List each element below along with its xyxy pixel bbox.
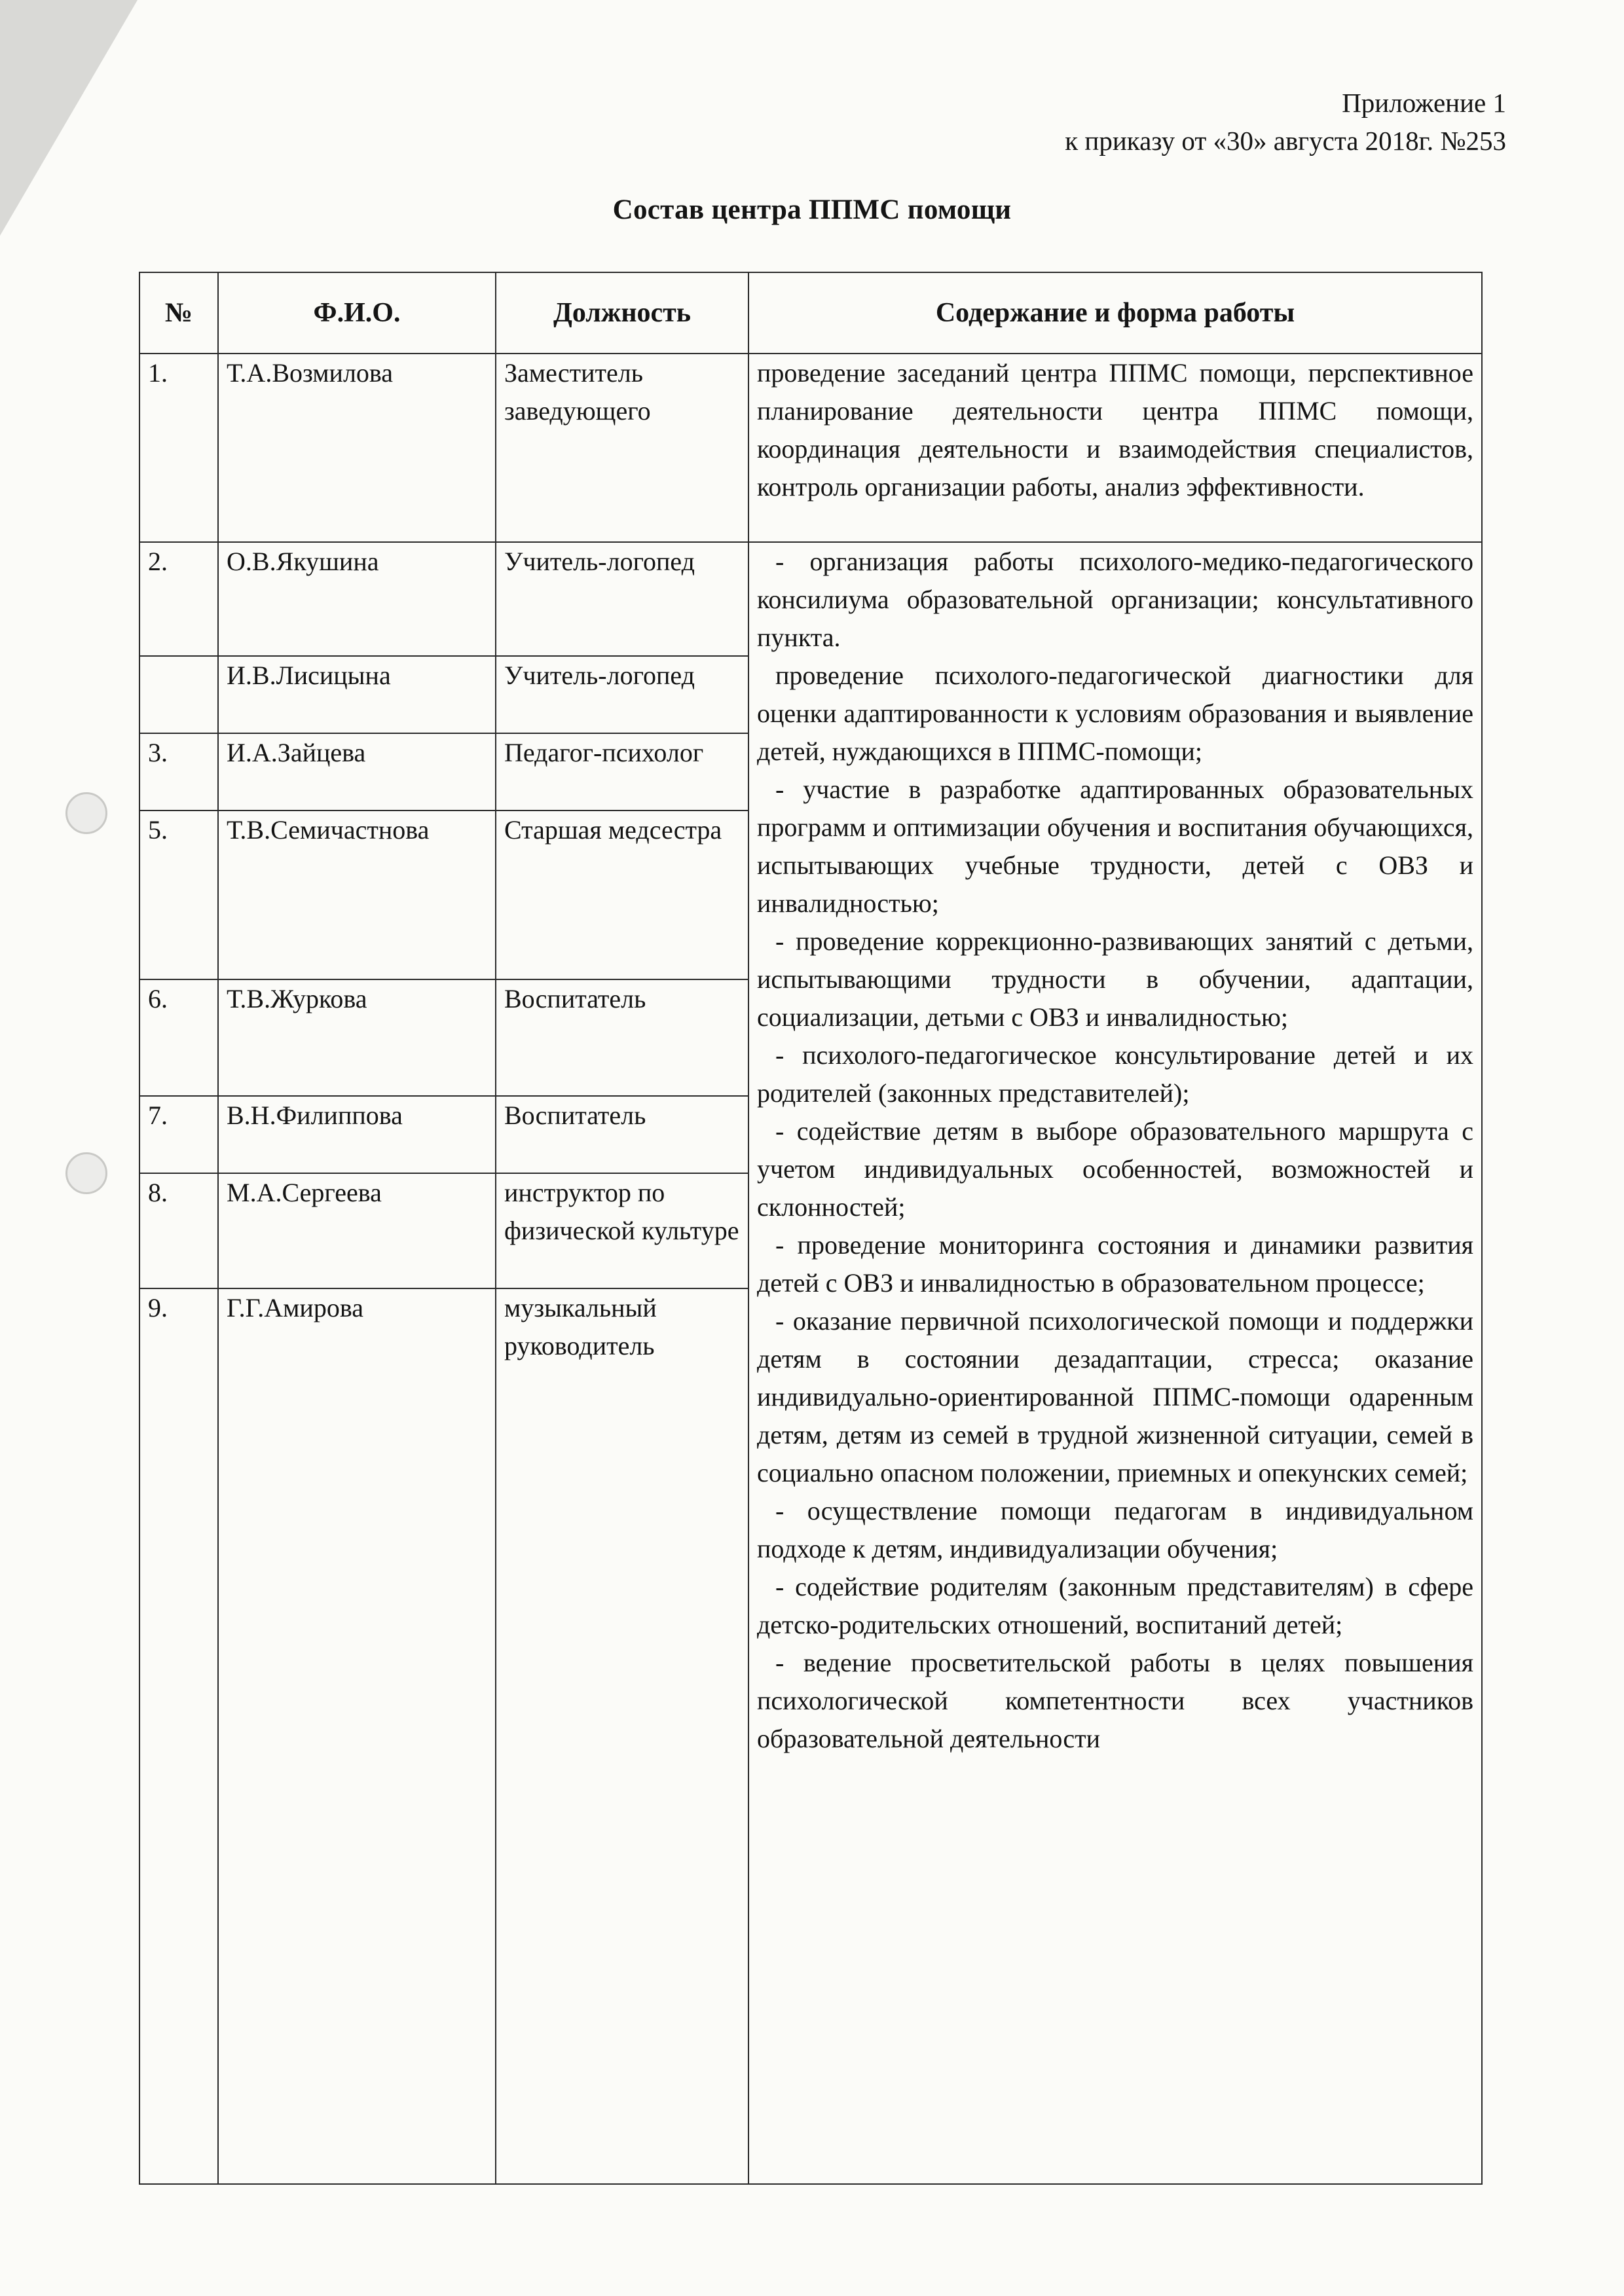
- row-position: музыкальный руководитель: [496, 1288, 748, 2184]
- work-item: - проведение коррекционно-развивающих занятий с детьми, испытывающими трудности в обучении, адаптации, социализации, детьми с ОВЗ и инвалидностью;: [757, 926, 1473, 1032]
- work-item: - содействие детям в выборе образовательного маршрута с учетом индивидуальных особенностей, возможностей и склонностей;: [757, 1116, 1473, 1222]
- document-title: Состав центра ППМС помощи: [612, 194, 1012, 225]
- row-number: 3.: [139, 733, 218, 811]
- row-position: Воспитатель: [496, 1096, 748, 1173]
- column-header-number: №: [139, 272, 218, 354]
- work-item: - ведение просветительской работы в целях повышения психологической компетентности всех участников образовательной деятельности: [757, 1648, 1473, 1753]
- work-text: проведение заседаний центра ППМС помощи, перспективное планирование деятельности центра ППМС помощи, координация деятельности и взаимодействия специалистов, контроль организации работы, анализ эффективности.: [757, 358, 1473, 501]
- row-name: О.В.Якушина: [218, 542, 496, 656]
- row-name: М.А.Сергеева: [218, 1173, 496, 1288]
- row-name: Г.Г.Амирова: [218, 1288, 496, 2184]
- row-position: Воспитатель: [496, 979, 748, 1096]
- table-header-row: [139, 272, 1482, 354]
- row-position: Старшая медсестра: [496, 811, 748, 979]
- punch-hole: [65, 1152, 107, 1194]
- work-item: проведение психолого-педагогической диагностики для оценки адаптированности к условиям образования и выявление детей, нуждающихся в ППМС-помощи;: [757, 661, 1473, 766]
- row-number: 1.: [139, 354, 218, 542]
- appendix-line-2: к приказу от «30» августа 2018г. №253: [1065, 126, 1506, 156]
- row-position: инструктор по физической культуре: [496, 1173, 748, 1288]
- work-item: - проведение мониторинга состояния и динамики развития детей с ОВЗ и инвалидностью в образовательном процессе;: [757, 1230, 1473, 1298]
- column-header-name: Ф.И.О.: [218, 272, 496, 354]
- row-position: Заместитель заведующего: [496, 354, 748, 542]
- table-row: [139, 542, 1482, 656]
- row-number: 8.: [139, 1173, 218, 1288]
- table-row: [139, 354, 1482, 542]
- punch-hole: [65, 792, 107, 834]
- row-name: И.А.Зайцева: [218, 733, 496, 811]
- work-item: - оказание первичной психологической помощи и поддержки детям в состоянии дезадаптации, стресса; оказание индивидуально-ориентированной ППМС-помощи одаренным детям, детям из семей в трудной жизненной ситуации, семей в социально опасном положении, приемных и опекунских семей;: [757, 1306, 1473, 1487]
- staff-table: [139, 272, 1483, 2185]
- row-position: Учитель-логопед: [496, 542, 748, 656]
- row-name: Т.В.Журкова: [218, 979, 496, 1096]
- row-number: 9.: [139, 1288, 218, 2184]
- work-item: - содействие родителям (законным представителям) в сфере детско-родительских отношений, воспитаний детей;: [757, 1572, 1473, 1639]
- row-number: [139, 656, 218, 733]
- work-list-cell: [748, 542, 1482, 2184]
- row-number: 6.: [139, 979, 218, 1096]
- row-name: Т.В.Семичастнова: [218, 811, 496, 979]
- work-item: - организация работы психолого-медико-педагогического консилиума образовательной организации; консультативного пункта.: [757, 547, 1473, 652]
- appendix-line-1: Приложение 1: [1342, 88, 1506, 118]
- row-number: 7.: [139, 1096, 218, 1173]
- work-item: - участие в разработке адаптированных образовательных программ и оптимизации обучения и воспитания обучающихся, испытывающих учебные трудности, детей с ОВЗ и инвалидностью;: [757, 774, 1473, 918]
- row-number: 5.: [139, 811, 218, 979]
- column-header-position: Должность: [496, 272, 748, 354]
- row-position: Педагог-психолог: [496, 733, 748, 811]
- appendix-note: [1065, 84, 1506, 160]
- work-item: - осуществление помощи педагогам в индивидуальном подходе к детям, индивидуализации обучения;: [757, 1496, 1473, 1563]
- column-header-work: Содержание и форма работы: [748, 272, 1482, 354]
- row-name: И.В.Лисицына: [218, 656, 496, 733]
- row-number: 2.: [139, 542, 218, 656]
- row-position: Учитель-логопед: [496, 656, 748, 733]
- work-item: - психолого-педагогическое консультирование детей и их родителей (законных представителей);: [757, 1040, 1473, 1108]
- row-name: В.Н.Филиппова: [218, 1096, 496, 1173]
- row-name: Т.А.Возмилова: [218, 354, 496, 542]
- work-first-cell: [748, 354, 1482, 542]
